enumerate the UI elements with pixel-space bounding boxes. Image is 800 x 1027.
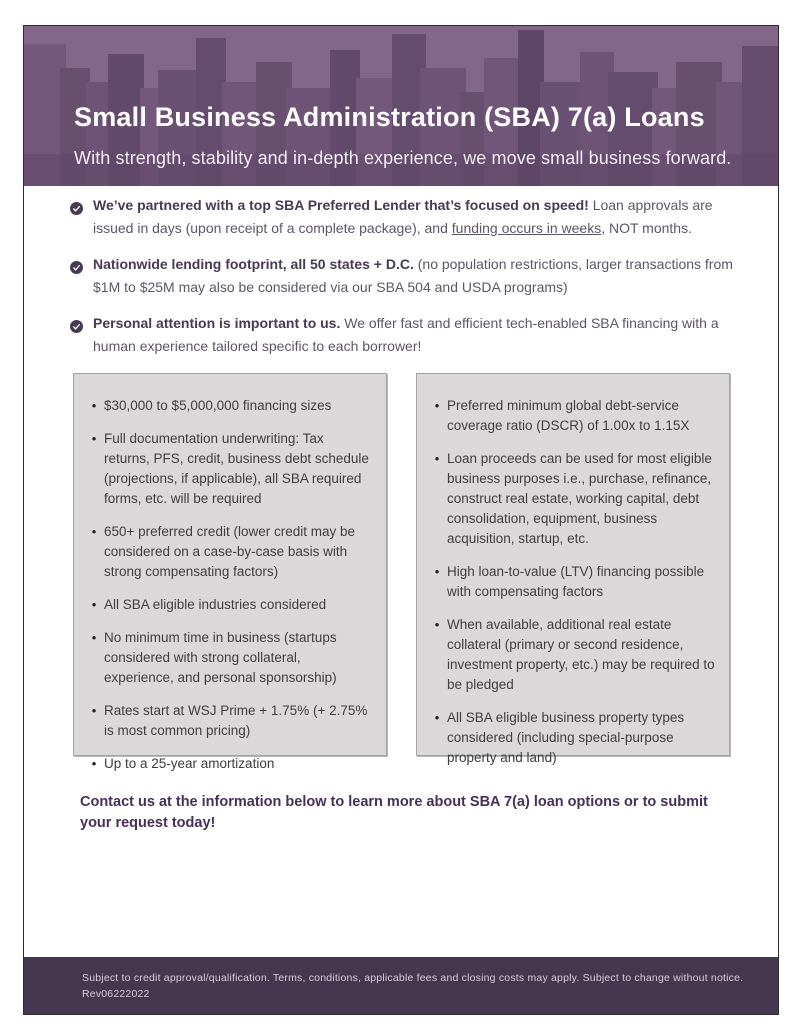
list-item-text: When available, additional real estate collateral (primary or second residence, investment property, etc.) may be required to be pledged — [447, 617, 715, 692]
check-circle-icon — [70, 317, 83, 340]
footer-disclaimer — [24, 957, 778, 1014]
list-item — [84, 595, 372, 615]
list-item — [427, 562, 715, 602]
list-item-text: Rates start at WSJ Prime + 1.75% (+ 2.75% is most common pricing) — [104, 703, 368, 738]
list-item — [70, 253, 746, 299]
hero-header — [24, 26, 778, 186]
list-item — [84, 754, 372, 774]
check-circle-icon — [70, 199, 83, 222]
feature-boxes — [73, 373, 730, 771]
list-item-text: All SBA eligible industries considered — [104, 597, 327, 612]
list-item — [84, 701, 372, 741]
list-item-text: Personal attention is important to us. We offer fast and efficient tech-enabled SBA financing with a human experience tailored specific to each borrower! — [93, 315, 719, 354]
contact-callout — [80, 792, 708, 834]
contact-line-2: your request today! — [80, 815, 216, 831]
list-item — [84, 396, 372, 416]
bullet-dot-icon: • — [91, 398, 97, 413]
bullet-dot-icon: • — [434, 398, 440, 413]
bullet-dot-icon: • — [91, 431, 97, 446]
list-item-text: Nationwide lending footprint, all 50 states + D.C. (no population restrictions, larger transactions from $1M to $25M may also be considered via our SBA 504 and USDA programs) — [93, 256, 733, 295]
list-item-text: $30,000 to $5,000,000 financing sizes — [104, 398, 332, 413]
bullet-dot-icon: • — [434, 451, 440, 466]
list-item — [427, 449, 715, 549]
list-item — [70, 312, 746, 358]
loan-terms-list-right — [427, 396, 715, 768]
list-item — [84, 628, 372, 688]
bullet-dot-icon: • — [91, 524, 97, 539]
list-item-text: Preferred minimum global debt-service coverage ratio (DSCR) of 1.00x to 1.15X — [447, 398, 690, 433]
list-item-text: Loan proceeds can be used for most eligible business purposes i.e., purchase, refinance, construct real estate, working capital, debt consolidation, equipment, business acquisition, startup, etc. — [447, 451, 712, 546]
bullet-dot-icon: • — [434, 617, 440, 632]
bullet-dot-icon: • — [434, 564, 440, 579]
bullet-dot-icon: • — [434, 710, 440, 725]
page-title: Small Business Administration (SBA) 7(a) Loans — [74, 102, 705, 132]
list-item-text: 650+ preferred credit (lower credit may be considered on a case-by-case basis with strong compensating factors) — [104, 524, 355, 579]
loan-terms-box-right — [416, 373, 730, 765]
list-item-text: Full documentation underwriting: Tax returns, PFS, credit, business debt schedule (projections, if applicable), all SBA required forms, etc. will be required — [104, 431, 369, 506]
list-item-text: No minimum time in business (startups considered with strong collateral, experience, and personal sponsorship) — [104, 630, 337, 685]
list-item — [70, 194, 746, 240]
list-item — [84, 429, 372, 509]
loan-terms-box-left — [73, 373, 387, 771]
intro-bullet-list — [70, 194, 746, 358]
bullet-dot-icon: • — [91, 756, 97, 771]
list-item-text: We’ve partnered with a top SBA Preferred Lender that’s focused on speed! Loan approvals are issued in days (upon receipt of a complete package), and funding occurs in weeks, NOT months. — [93, 197, 713, 236]
list-item — [84, 522, 372, 582]
page-subtitle: With strength, stability and in-depth experience, we move small business forward. — [74, 148, 732, 168]
bullet-dot-icon: • — [91, 630, 97, 645]
loan-terms-list-left — [84, 396, 372, 774]
list-item-text: Up to a 25-year amortization — [104, 756, 275, 771]
list-item — [427, 615, 715, 695]
bullet-dot-icon: • — [91, 703, 97, 718]
list-item-text: High loan-to-value (LTV) financing possible with compensating factors — [447, 564, 705, 599]
revision-code: Rev06222022 — [82, 987, 150, 1000]
list-item — [427, 708, 715, 768]
disclaimer-text: Subject to credit approval/qualification. Terms, conditions, applicable fees and closing costs may apply. Subject to change without notice. — [82, 971, 744, 984]
bullet-dot-icon: • — [91, 597, 97, 612]
list-item — [427, 396, 715, 436]
flyer-page — [23, 25, 779, 1015]
contact-line-1: Contact us at the information below to learn more about SBA 7(a) loan options or to submit — [80, 794, 708, 810]
list-item-text: All SBA eligible business property types considered (including special-purpose property and land) — [447, 710, 685, 765]
check-circle-icon — [70, 258, 83, 281]
intro-section — [70, 194, 746, 371]
